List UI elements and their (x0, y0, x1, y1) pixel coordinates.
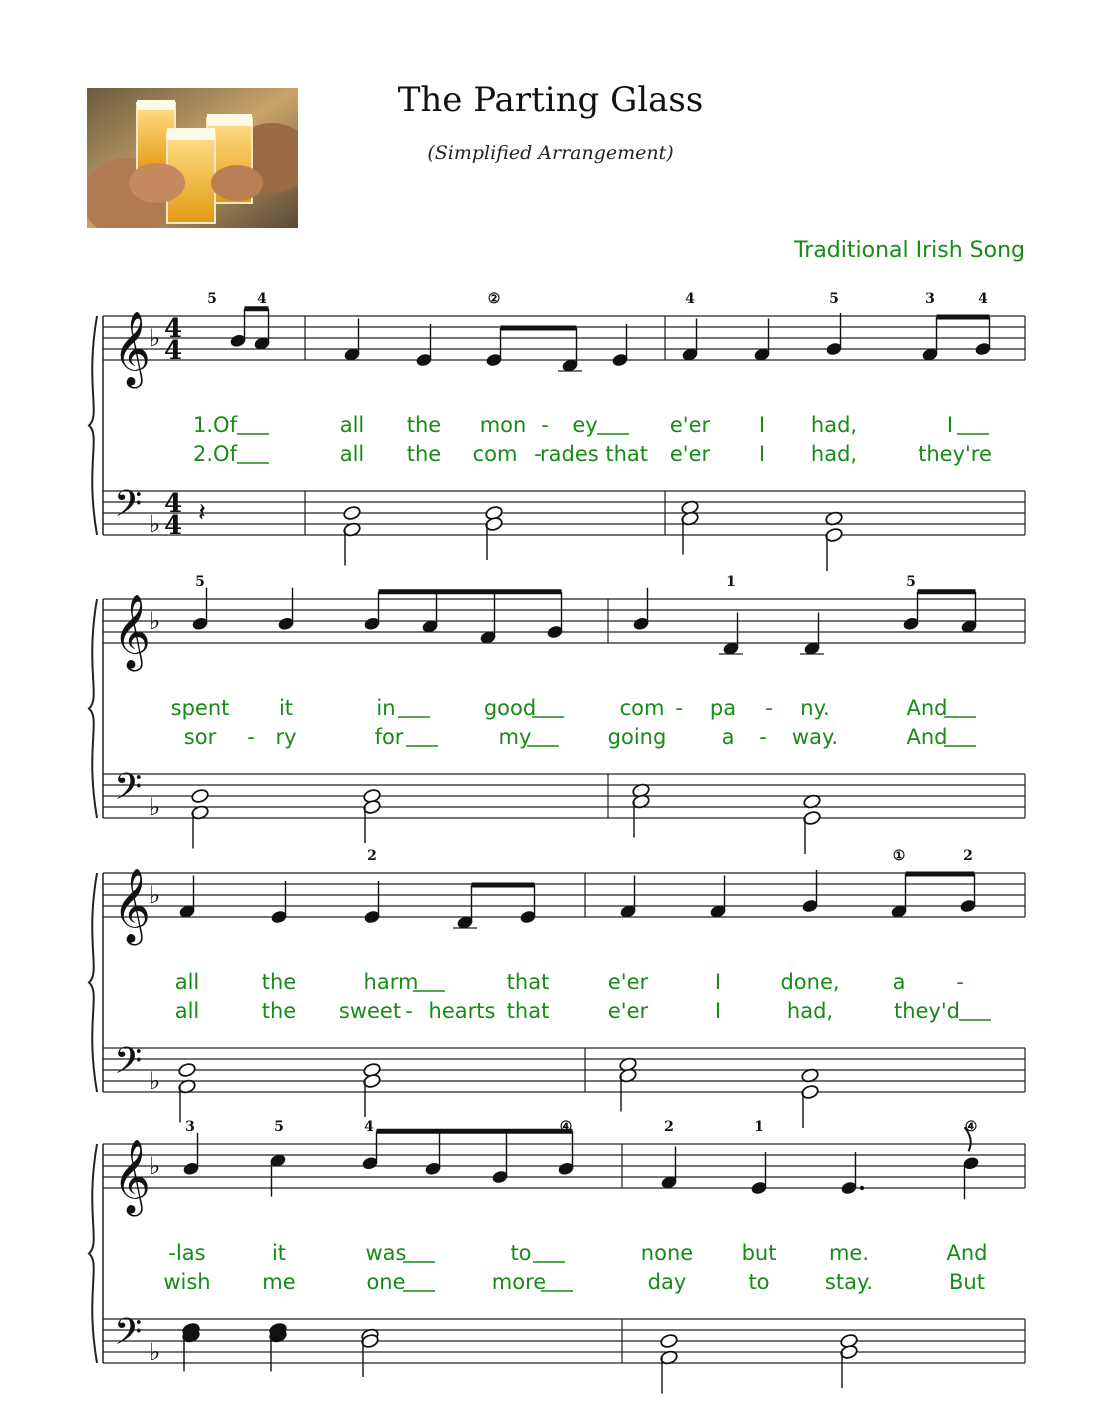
chord-note-head (191, 788, 210, 804)
lyric-verse-1: all (339, 413, 365, 437)
lyric-verse-1: was (365, 1241, 407, 1265)
lyric-verse-2: - (759, 725, 767, 749)
quarter-rest: 𝄽 (198, 498, 206, 528)
fingering-number: 4 (257, 291, 267, 307)
lyric-verse-2: one (366, 1270, 406, 1294)
brace (89, 873, 97, 1092)
lyric-verse-2: the (406, 442, 442, 466)
chord-note-head (660, 1333, 679, 1349)
lyric-verse-1: e'er (669, 413, 711, 437)
lyric-verse-1: it (278, 696, 294, 720)
bass-clef: 𝄢 (114, 766, 143, 817)
fingering-number: 5 (274, 1119, 284, 1135)
lyric-verse-2: com (472, 442, 518, 466)
lyric-verse-1: a (892, 970, 906, 994)
lyric-verse-1: harm (363, 970, 419, 994)
treble-clef: 𝄞 (113, 869, 151, 943)
lyric-verse-2: way. (791, 725, 839, 749)
lyric-verse-1: spent (170, 696, 230, 720)
lyric-verse-1: - (675, 696, 683, 720)
lyric-verse-1: in (376, 696, 396, 720)
fingering-number: 2 (664, 1119, 674, 1135)
lyric-verse-2: all (339, 442, 365, 466)
lyric-verse-1: I (758, 413, 766, 437)
lyric-verse-1: - (541, 413, 549, 437)
lyric-verse-1: pa (709, 696, 737, 720)
lyric-verse-1: me. (828, 1241, 870, 1265)
key-signature-flat: ♭ (149, 324, 161, 352)
key-signature-flat: ♭ (149, 607, 161, 635)
lyric-verse-1: ey (572, 413, 598, 437)
lyric-verse-2: wish (163, 1270, 211, 1294)
fingering-number: 4 (364, 1119, 374, 1135)
bass-staff (103, 491, 1025, 535)
bass-clef: 𝄢 (114, 1311, 143, 1362)
lyric-verse-1: - (956, 970, 964, 994)
lyric-verse-2: hearts (428, 999, 496, 1023)
lyric-verse-2: for (374, 725, 404, 749)
lyric-verse-1: 1.Of (193, 413, 237, 437)
lyric-verse-1: I (714, 970, 722, 994)
lyric-verse-2: day (647, 1270, 687, 1294)
lyric-verse-2: And (906, 725, 948, 749)
lyric-verse-2: going (607, 725, 667, 749)
lyric-verse-2: my (498, 725, 532, 749)
bass-staff (103, 774, 1025, 818)
lyric-verse-2: me (262, 1270, 296, 1294)
chord-note-head (343, 505, 362, 521)
lyric-verse-2: they're (918, 442, 992, 466)
lyric-verse-1: that (506, 970, 550, 994)
fingering-number: ① (892, 848, 906, 864)
fingering-number: 5 (207, 291, 217, 307)
treble-clef: 𝄞 (113, 312, 151, 386)
lyric-verse-2: had, (810, 442, 858, 466)
treble-clef: 𝄞 (113, 595, 151, 669)
fingering-number: 1 (726, 574, 736, 590)
treble-staff (103, 599, 1025, 643)
fingering-number: 4 (978, 291, 988, 307)
bass-staff (103, 1048, 1025, 1092)
lyric-verse-1: none (640, 1241, 694, 1265)
lyric-verse-2: they'd (894, 999, 960, 1023)
fingering-number: ② (487, 291, 501, 307)
lyric-verse-2: to (748, 1270, 770, 1294)
brace (89, 1144, 97, 1363)
time-signature: 4 (164, 314, 183, 344)
key-signature-flat: ♭ (149, 1338, 161, 1366)
fingering-number: ④ (559, 1119, 573, 1135)
key-signature-flat: ♭ (149, 881, 161, 909)
lyric-verse-2: - (405, 999, 413, 1023)
brace (89, 599, 97, 818)
lyric-verse-2: e'er (607, 999, 649, 1023)
arrangement-subtitle: (Simplified Arrangement) (427, 142, 674, 164)
fingering-number: 2 (963, 848, 973, 864)
fingering-number: 5 (829, 291, 839, 307)
lyric-verse-1: but (741, 1241, 777, 1265)
lyric-verse-1: to (510, 1241, 532, 1265)
lyric-verse-2: I (758, 442, 766, 466)
brace (89, 316, 97, 535)
time-signature: 4 (164, 511, 183, 541)
fingering-number: ④ (964, 1119, 978, 1135)
lyric-verse-1: e'er (607, 970, 649, 994)
lyric-verse-2: the (261, 999, 297, 1023)
lyric-verse-1: the (261, 970, 297, 994)
bass-staff (103, 1319, 1025, 1363)
fingering-number: 3 (185, 1119, 195, 1135)
lyric-verse-2: that (506, 999, 550, 1023)
lyric-verse-1: the (406, 413, 442, 437)
lyric-verse-1: ny. (800, 696, 830, 720)
lyric-verse-1: had, (810, 413, 858, 437)
lyric-verse-1: - (765, 696, 773, 720)
lyric-verse-2: - (247, 725, 255, 749)
lyric-verse-2: ry (275, 725, 297, 749)
lyric-verse-1: it (271, 1241, 287, 1265)
treble-staff (103, 873, 1025, 917)
composer-credit: Traditional Irish Song (794, 238, 1025, 263)
fingering-number: 5 (906, 574, 916, 590)
key-signature-flat: ♭ (149, 793, 161, 821)
key-signature-flat: ♭ (149, 1152, 161, 1180)
lyric-verse-1: I (946, 413, 954, 437)
time-signature: 4 (164, 336, 183, 366)
lyric-verse-1: And (906, 696, 948, 720)
lyric-verse-2: sor (183, 725, 217, 749)
bass-clef: 𝄢 (114, 1040, 143, 1091)
lyric-verse-1: all (174, 970, 200, 994)
fingering-number: 2 (367, 848, 377, 864)
fingering-number: 3 (925, 291, 935, 307)
lyric-verse-2: stay. (824, 1270, 874, 1294)
augmentation-dot (860, 1186, 864, 1190)
fingering-number: 5 (195, 574, 205, 590)
lyric-verse-1: -las (168, 1241, 206, 1265)
chord-note-head (178, 1062, 197, 1078)
lyric-verse-1: mon (479, 413, 527, 437)
lyric-verse-2: 2.Of (193, 442, 237, 466)
lyric-verse-2: all (174, 999, 200, 1023)
key-signature-flat: ♭ (149, 510, 161, 538)
lyric-verse-2: e'er (669, 442, 711, 466)
lyric-verse-2: I (714, 999, 722, 1023)
lyric-verse-1: com (619, 696, 665, 720)
lyric-verse-2: more (491, 1270, 547, 1294)
lyric-verse-1: good (483, 696, 537, 720)
lyric-verse-1: done, (780, 970, 840, 994)
lyric-verse-1: And (946, 1241, 988, 1265)
key-signature-flat: ♭ (149, 1067, 161, 1095)
time-signature: 4 (164, 489, 183, 519)
lyric-verse-2: sweet (338, 999, 402, 1023)
fingering-number: 1 (754, 1119, 764, 1135)
bass-clef: 𝄢 (114, 483, 143, 534)
lyric-verse-2: a (721, 725, 735, 749)
lyric-verse-2: - (534, 442, 542, 466)
lyric-verse-2: But (949, 1270, 985, 1294)
lyric-verse-2: had, (786, 999, 834, 1023)
lyric-verse-2: rades that (539, 442, 649, 466)
fingering-number: 4 (685, 291, 695, 307)
treble-clef: 𝄞 (113, 1140, 151, 1214)
song-title: The Parting Glass (397, 80, 704, 120)
